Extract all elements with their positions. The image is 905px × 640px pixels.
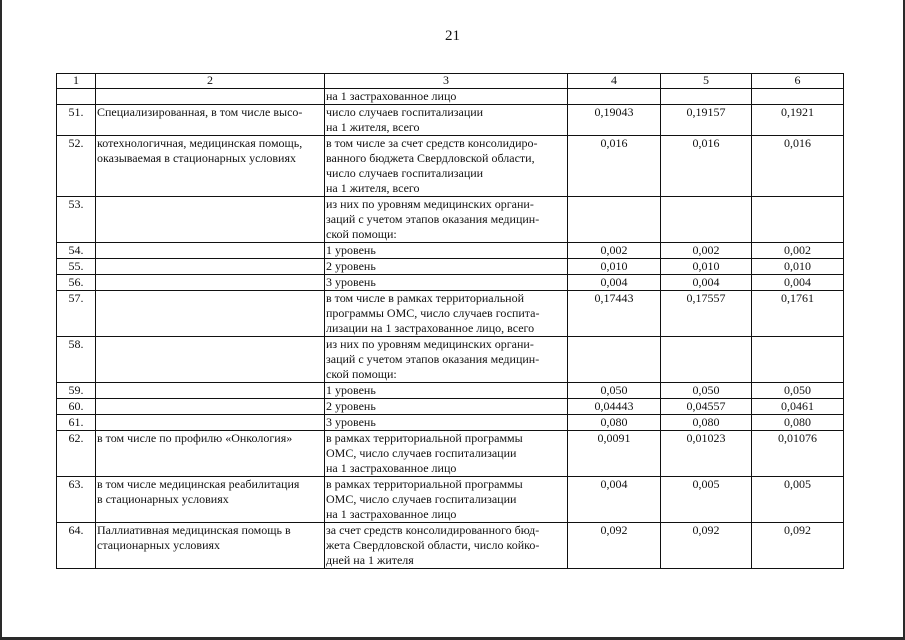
value-col-5: 0,002 — [661, 243, 752, 259]
table-row — [57, 431, 844, 477]
indicators-table — [56, 73, 844, 569]
table-row — [57, 89, 844, 105]
value-col-4: 0,010 — [568, 259, 661, 275]
value-col-5: 0,005 — [661, 477, 752, 523]
row-description — [96, 415, 325, 431]
value-col-5: 0,19157 — [661, 105, 752, 136]
table-row — [57, 105, 844, 136]
row-description — [96, 197, 325, 243]
row-number: 60. — [57, 399, 96, 415]
row-description — [96, 89, 325, 105]
row-description — [96, 399, 325, 415]
row-indicator: в рамках территориальной программы ОМС, число случаев госпитализации на 1 застрахованное лицо — [325, 477, 568, 523]
column-header: 2 — [96, 74, 325, 89]
table-row — [57, 337, 844, 383]
value-col-4 — [568, 197, 661, 243]
column-header: 6 — [752, 74, 844, 89]
row-number: 64. — [57, 523, 96, 569]
row-indicator: 2 уровень — [325, 259, 568, 275]
value-col-6 — [752, 337, 844, 383]
table-row — [57, 523, 844, 569]
table-row — [57, 136, 844, 197]
value-col-5: 0,17557 — [661, 291, 752, 337]
row-description — [96, 243, 325, 259]
row-number — [57, 89, 96, 105]
value-col-4: 0,050 — [568, 383, 661, 399]
value-col-4: 0,004 — [568, 477, 661, 523]
row-number: 59. — [57, 383, 96, 399]
row-indicator: в том числе за счет средств консолидиро- ванного бюджета Свердловской области, число случаев госпитализации на 1 жителя, всего — [325, 136, 568, 197]
value-col-5: 0,004 — [661, 275, 752, 291]
row-description: в том числе медицинская реабилитация в стационарных условиях — [96, 477, 325, 523]
value-col-5: 0,080 — [661, 415, 752, 431]
row-number: 56. — [57, 275, 96, 291]
row-indicator: за счет средств консолидированного бюд- жета Свердловской области, число койко- дней на 1 жителя — [325, 523, 568, 569]
column-header: 1 — [57, 74, 96, 89]
row-indicator: 2 уровень — [325, 399, 568, 415]
value-col-6: 0,002 — [752, 243, 844, 259]
row-description: Паллиативная медицинская помощь в стационарных условиях — [96, 523, 325, 569]
row-number: 53. — [57, 197, 96, 243]
value-col-6 — [752, 197, 844, 243]
row-description — [96, 275, 325, 291]
value-col-6: 0,016 — [752, 136, 844, 197]
row-description — [96, 259, 325, 275]
row-indicator: 3 уровень — [325, 415, 568, 431]
row-indicator: из них по уровням медицинских органи- заций с учетом этапов оказания медицин- ской помощи: — [325, 337, 568, 383]
value-col-4: 0,080 — [568, 415, 661, 431]
table-row — [57, 259, 844, 275]
value-col-6: 0,005 — [752, 477, 844, 523]
row-indicator: 3 уровень — [325, 275, 568, 291]
row-number: 51. — [57, 105, 96, 136]
value-col-6: 0,092 — [752, 523, 844, 569]
value-col-5: 0,050 — [661, 383, 752, 399]
row-description — [96, 337, 325, 383]
row-indicator: из них по уровням медицинских органи- заций с учетом этапов оказания медицин- ской помощи: — [325, 197, 568, 243]
value-col-4: 0,17443 — [568, 291, 661, 337]
row-description: в том числе по профилю «Онкология» — [96, 431, 325, 477]
value-col-4: 0,092 — [568, 523, 661, 569]
value-col-5: 0,01023 — [661, 431, 752, 477]
row-indicator: 1 уровень — [325, 383, 568, 399]
row-indicator: число случаев госпитализации на 1 жителя, всего — [325, 105, 568, 136]
value-col-6: 0,1761 — [752, 291, 844, 337]
row-number: 57. — [57, 291, 96, 337]
value-col-6: 0,050 — [752, 383, 844, 399]
row-number: 63. — [57, 477, 96, 523]
table-row — [57, 275, 844, 291]
row-indicator: в том числе в рамках территориальной программы ОМС, число случаев госпита- лизации на 1 застрахованное лицо, всего — [325, 291, 568, 337]
value-col-5: 0,04557 — [661, 399, 752, 415]
column-header: 3 — [325, 74, 568, 89]
value-col-6: 0,004 — [752, 275, 844, 291]
row-description: Специализированная, в том числе высо- — [96, 105, 325, 136]
value-col-5 — [661, 337, 752, 383]
value-col-5 — [661, 197, 752, 243]
value-col-5: 0,010 — [661, 259, 752, 275]
row-indicator: 1 уровень — [325, 243, 568, 259]
value-col-4: 0,004 — [568, 275, 661, 291]
row-number: 62. — [57, 431, 96, 477]
table-header-row — [57, 74, 844, 89]
row-number: 58. — [57, 337, 96, 383]
row-description — [96, 383, 325, 399]
row-indicator: на 1 застрахованное лицо — [325, 89, 568, 105]
value-col-5: 0,092 — [661, 523, 752, 569]
scan-frame-left — [0, 0, 2, 640]
value-col-4: 0,19043 — [568, 105, 661, 136]
value-col-4: 0,04443 — [568, 399, 661, 415]
row-number: 52. — [57, 136, 96, 197]
value-col-6: 0,01076 — [752, 431, 844, 477]
value-col-6: 0,1921 — [752, 105, 844, 136]
value-col-4 — [568, 89, 661, 105]
table-row — [57, 399, 844, 415]
value-col-5: 0,016 — [661, 136, 752, 197]
table-row — [57, 383, 844, 399]
row-indicator: в рамках территориальной программы ОМС, число случаев госпитализации на 1 застрахованное лицо — [325, 431, 568, 477]
table-row — [57, 291, 844, 337]
table-row — [57, 415, 844, 431]
value-col-4 — [568, 337, 661, 383]
value-col-6: 0,0461 — [752, 399, 844, 415]
value-col-6: 0,010 — [752, 259, 844, 275]
value-col-6 — [752, 89, 844, 105]
row-description: котехнологичная, медицинская помощь, оказываемая в стационарных условиях — [96, 136, 325, 197]
row-number: 61. — [57, 415, 96, 431]
row-number: 54. — [57, 243, 96, 259]
table-row — [57, 243, 844, 259]
column-header: 5 — [661, 74, 752, 89]
table-row — [57, 197, 844, 243]
row-description — [96, 291, 325, 337]
row-number: 55. — [57, 259, 96, 275]
page-number: 21 — [445, 28, 460, 44]
column-header: 4 — [568, 74, 661, 89]
value-col-4: 0,0091 — [568, 431, 661, 477]
table-row — [57, 477, 844, 523]
value-col-4: 0,016 — [568, 136, 661, 197]
value-col-6: 0,080 — [752, 415, 844, 431]
value-col-5 — [661, 89, 752, 105]
value-col-4: 0,002 — [568, 243, 661, 259]
